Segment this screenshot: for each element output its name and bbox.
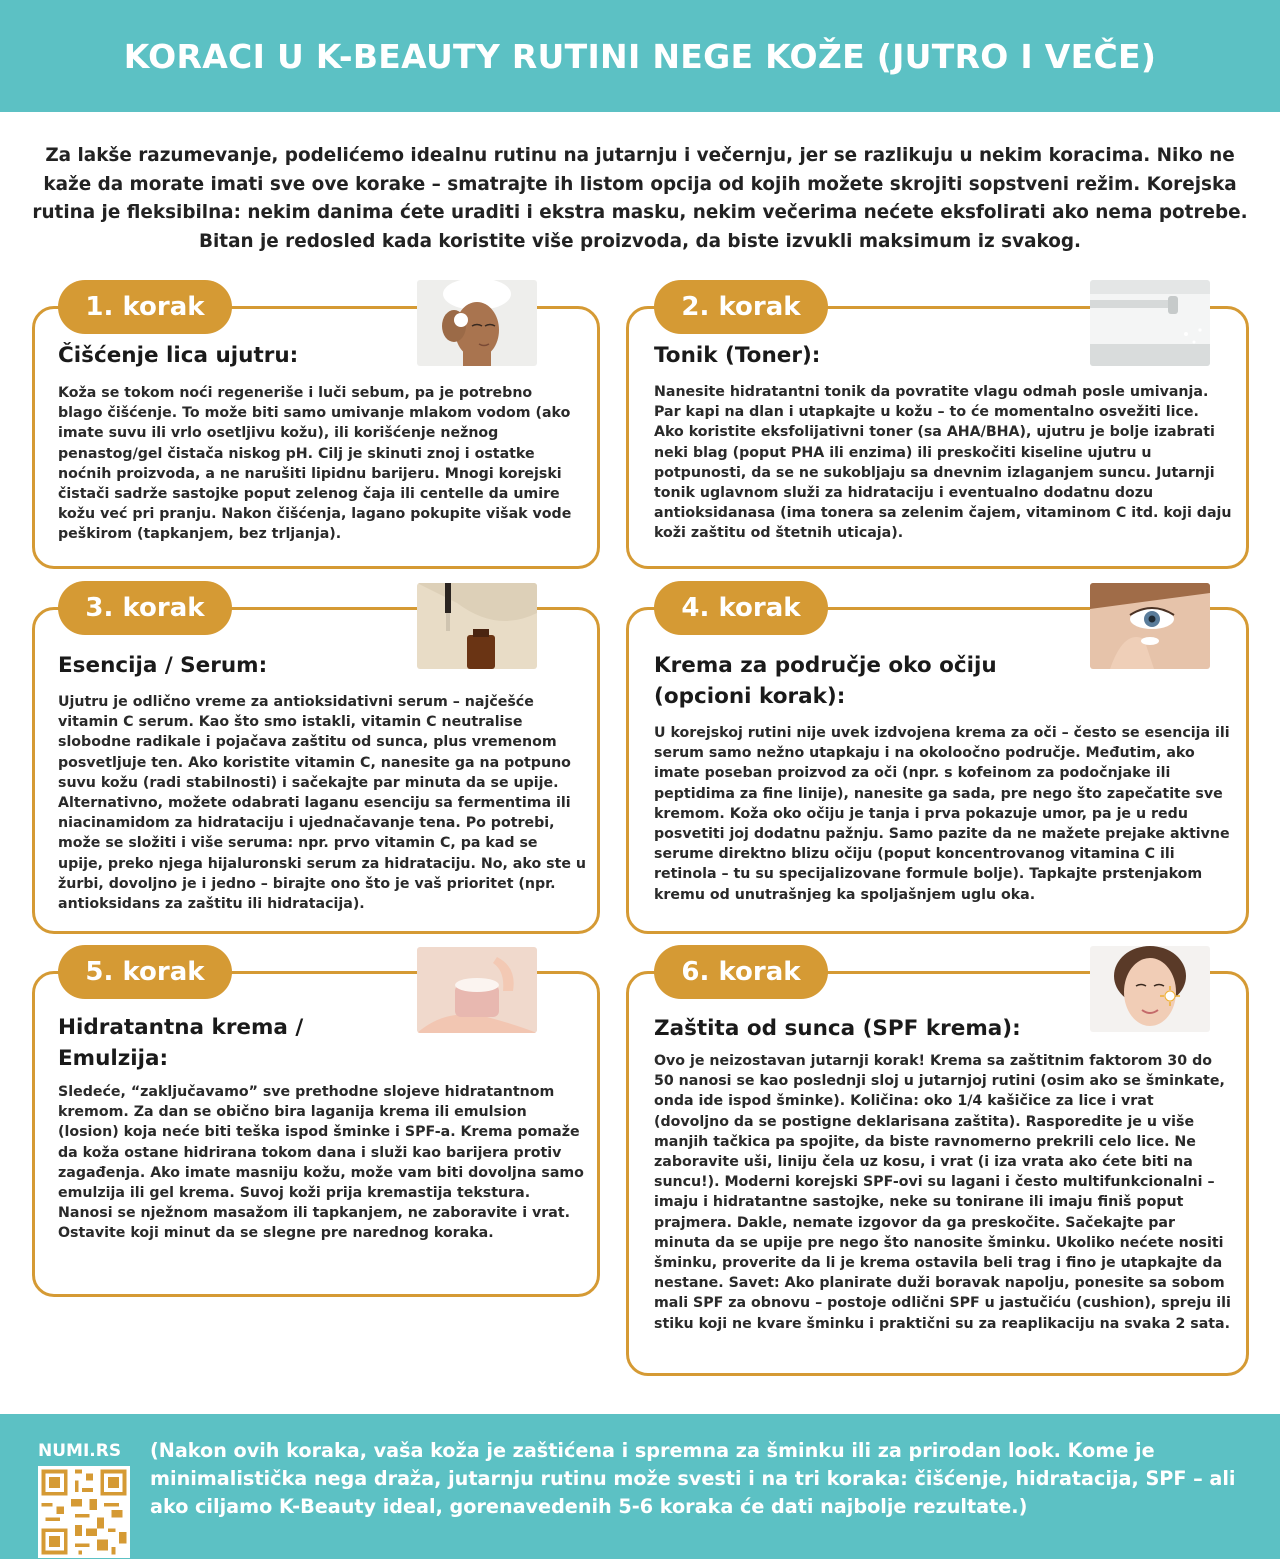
step-title-1: Čišćenje lica ujutru: [58, 343, 299, 368]
step-title-3: Esencija / Serum: [58, 653, 268, 678]
eye-cream-application-photo [1090, 583, 1210, 669]
step-text-4: U korejskoj rutini nije uvek izdvojena krema za oči – često se esencija ili serum samo nežno utapkaju i na okoloočno područje. Međutim, ako imate poseban proizvod za oči (npr. s kofeinom za podočnjake ili peptidima za fine linije), nanesite ga sada, pre nego što zapečatite sve kremom. Koža oko očiju je tanja i prva pokazuje umor, pa je u redu posvetiti joj dodatnu pažnju. Samo pazite da ne mažete prejake aktivne serume direktno blizu očiju (poput koncentrovanog vitamina C ili retinola – tu su specijalizovane formule bolje). Tapkajte prstenjakom kremu od unutrašnjeg ka spoljašnjem uglu oka. [654, 725, 1230, 903]
brand-name: NUMI.RS [38, 1441, 122, 1461]
step-title-4: Krema za područje oko očiju (opcioni korak): [654, 653, 997, 709]
woman-sunscreen-photo [1090, 946, 1210, 1032]
step-title-5: Hidratantna krema / Emulzija: [58, 1015, 304, 1071]
woman-cleansing-face-photo [417, 280, 537, 366]
step-text-6: Ovo je neizostavan jutarnji korak! Krema sa zaštitnim faktorom 30 do 50 nanosi se kao poslednji sloj u jutarnjoj rutini (osim ako se šminkate, onda ide ispod šminke). Količina: oko 1/4 kašičice za lice i vrat (dovoljno da se postigne deklarisana zaštita). Rasporedite je u više manjih tačkica pa spojite, da biste ravnomerno prekrili celo lice. Ne zaboravite uši, liniju čela uz kosu, i vrat (i iza vrata ako ćete biti na suncu!). Moderni korejski SPF-ovi su lagani i često multifunkcionalni – imaju i hidratantne sastojke, neke su tonirane ili imaju finiš poput prajmera. Dakle, nemate izgovor da ga preskočite. Sačekajte par minuta da se upije pre nego što nanosite šminku. Ukoliko nećete nositi šminku, proverite da li je krema ostavila beli trag i fino je utapkajte da nestane. Savet: Ako planirate duži boravak napolju, ponesite sa sobom mali SPF za obnovu – postoje odlični SPF u jastučiću (cushion), spreju ili stiku koji ne kvare šminku i praktični su za reaplikaciju na svaka 2 sata. [654, 1053, 1231, 1332]
step-badge-2: 2. korak [654, 280, 828, 334]
step-badge-6: 6. korak [654, 945, 828, 999]
step-title-6: Zaštita od sunca (SPF krema): [654, 1016, 1021, 1041]
step-badge-3: 3. korak [58, 581, 232, 635]
step-text-2: Nanesite hidratantni tonik da povratite vlagu odmah posle umivanja. Par kapi na dlan i utapkajte u kožu – to će momentalno osvežiti lice. Ako koristite eksfolijativni toner (sa AHA/BHA), ujutru je bolje izabrati neki blag (poput PHA ili enzima) ili preskočiti kiseline ujutru u potpunosti, da se ne sukobljaju sa dnevnim izlaganjem suncu. Jutarnji tonik uglavnom služi za hidrataciju i eventualno dodatnu dozu antioksidanasa (ima tonera sa zelenim čajem, vitaminom C itd. koji daju koži zaštitu od štetnih uticaja). [654, 384, 1232, 542]
step-text-3: Ujutru je odlično vreme za antioksidativni serum – najčešće vitamin C serum. Kao što smo istakli, vitamin C neutralise slobodne radikale i pojačava zaštitu od sunca, plus vremenom posvetljuje ten. Ako koristite vitamin C, nanesite ga na potpuno suvu kožu (radi stabilnosti) i sačekajte par minuta da se upije. Alternativno, možete odabrati laganu esenciju sa fermentima ili niacinamidom za hidrataciju i ujednačavanje tena. Po potrebi, može se složiti i više seruma: npr. prvo vitamin C, pa kad se upije, preko njega hijaluronski serum za hidrataciju. No, ako ste u žurbi, dovoljno je i jedno – birajte ono što je vaš prioritet (npr. antioksidans za zaštitu ili hidratacija). [58, 694, 587, 913]
intro-paragraph: Za lakše razumevanje, podelićemo idealnu rutinu na jutarnju i večernju, jer se razlikuju u nekim koracima. Niko ne kaže da morate imati sve ove korake – smatrajte ih listom opcija od kojih možete skrojiti sopstveni režim. Korejska rutina je fleksibilna: nekim danima ćete uraditi i ekstra masku, nekim večerima nećete eksfolirati ako nema potrebe. Bitan je redosled kada koristite više proizvoda, da biste izvukli maksimum iz svakog. [32, 145, 1248, 252]
step-text-1: Koža se tokom noći regeneriše i luči sebum, pa je potrebno blago čišćenje. To može biti samo umivanje mlakom vodom (ako imate suvu ili vrlo osetljivu kožu), ili korišćenje nežnog penastog/gel čistača niskog pH. Cilj je skinuti znoj i ostatke noćnih proizvoda, a ne narušiti lipidnu barijeru. Mnogi korejski čistači sadrže sastojke poput zelenog čaja ili centelle da umire kožu već pri pranju. Nakon čišćenja, lagano pokupite višak vode peškirom (tapkanjem, bez trljanja). [58, 385, 572, 543]
page-title: KORACI U K-BEAUTY RUTINI NEGE KOŽE (JUTRO I VEČE) [123, 36, 1157, 76]
footer-note: (Nakon ovih koraka, vaša koža je zaštićena i spremna za šminku ili za prirodan look. Kome je minimalistička nega draža, jutarnju rutinu može svesti i na tri koraka: čišćenje, hidratacija, SPF – ali ako ciljamo K-Beauty ideal, gorenavedenih 5-6 koraka će dati najbolje rezultate.) [150, 1439, 1236, 1518]
step-title-2: Tonik (Toner): [654, 343, 821, 368]
toner-bottle-photo [1090, 280, 1210, 366]
qr-code-icon [38, 1466, 130, 1558]
step-badge-5: 5. korak [58, 945, 232, 999]
serum-dropper-photo [417, 583, 537, 669]
cream-jar-photo [417, 947, 537, 1033]
step-badge-1: 1. korak [58, 280, 232, 334]
header-banner [0, 0, 1280, 112]
step-badge-4: 4. korak [654, 581, 828, 635]
step-text-5: Sledeće, “zaključavamo” sve prethodne slojeve hidratantnom kremom. Za dan se obično bira laganija krema ili emulsion (losion) koja neće biti teška ispod šminke i SPF-a. Krema pomaže da koža ostane hidrirana tokom dana i služi kao barijera protiv zagađenja. Ako imate masniju kožu, može vam biti dovoljna samo emulzija ili gel krema. Suvoj koži prija kremastija tekstura. Nanosi se nježnom masažom ili tapkanjem, ne zaboravite i vrat. Ostavite koji minut da se slegne pre narednog koraka. [58, 1084, 584, 1242]
